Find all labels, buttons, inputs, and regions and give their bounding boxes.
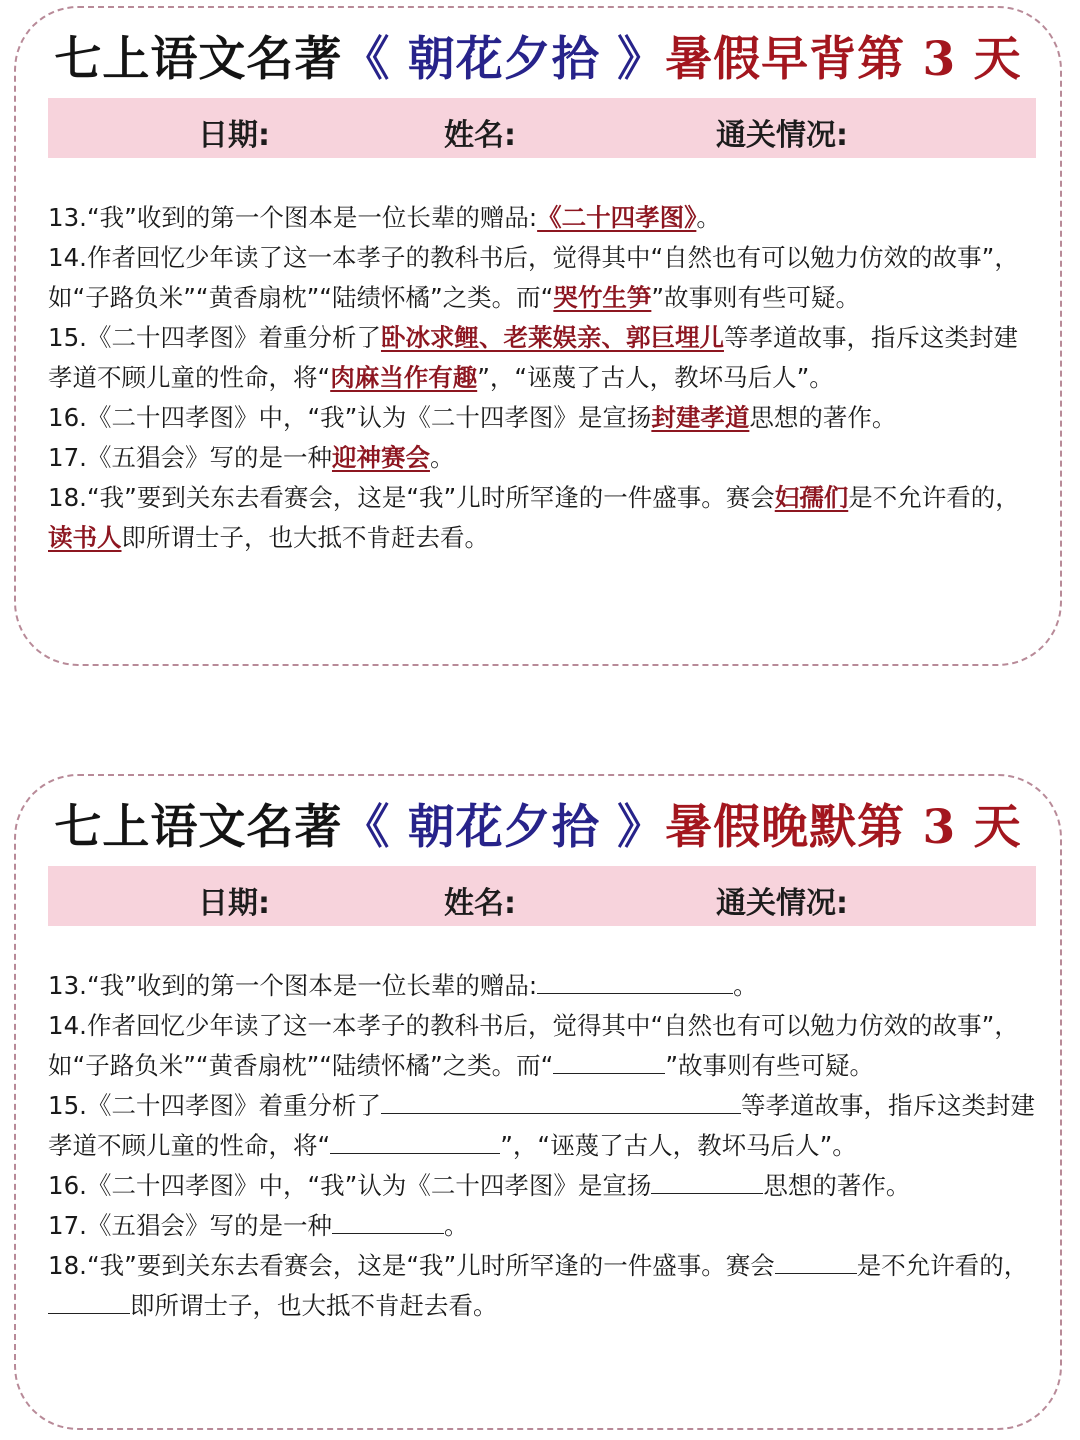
date-label: 日期: (198, 886, 270, 921)
answer-blank[interactable] (381, 1091, 741, 1114)
answer-text: 妇孺们 (774, 483, 849, 512)
question-18 (48, 1246, 1040, 1326)
question-text: ”，“诬蔑了古人，教坏马后人”。 (500, 1131, 857, 1160)
question-text: 即所谓士子，也大抵不肯赶去看。 (121, 523, 489, 552)
question-15 (48, 1086, 1040, 1166)
question-text: 18.“我”要到关东去看赛会，这是“我”儿时所罕逢的一件盛事。赛会 (48, 483, 775, 512)
question-14 (48, 1006, 1040, 1086)
question-text: 16.《二十四孝图》中，“我”认为《二十四孝图》是宣扬 (48, 1171, 652, 1200)
answer-text: 《二十四孝图》 (537, 203, 697, 232)
question-text: 18.“我”要到关东去看赛会，这是“我”儿时所罕逢的一件盛事。赛会 (48, 1251, 775, 1280)
question-text: 是不允许看的， (848, 483, 1020, 512)
name-label: 姓名: (444, 118, 516, 153)
question-13 (48, 198, 1040, 238)
title-book: 《 朝花夕拾 》 (342, 800, 666, 855)
question-16 (48, 1166, 1040, 1206)
question-text: 14.作者回忆少年读了这一本孝子的教科书后，觉得其中“自然也有可以勉力仿效的故事”，如“子路负米”“黄香扇枕”“陆绩怀橘”之类。而“ (48, 1011, 1019, 1080)
answer-blank[interactable] (48, 1291, 130, 1314)
question-14 (48, 238, 1040, 318)
evening-dictation-card (14, 774, 1062, 1430)
question-text: 13.“我”收到的第一个图本是一位长辈的赠品: (48, 971, 538, 1000)
question-text: 16.《二十四孝图》中，“我”认为《二十四孝图》是宣扬 (48, 403, 652, 432)
question-text: 14.作者回忆少年读了这一本孝子的教科书后，觉得其中“自然也有可以勉力仿效的故事”，如“子路负米”“黄香扇枕”“陆绩怀橘”之类。而“ (48, 243, 1019, 312)
answer-blank[interactable] (332, 1211, 444, 1234)
info-bar (48, 98, 1036, 158)
name-label: 姓名: (444, 886, 516, 921)
question-text: 。 (443, 1211, 469, 1240)
question-list (48, 966, 1040, 1326)
title-book: 《 朝花夕拾 》 (342, 32, 666, 87)
answer-blank[interactable] (651, 1171, 763, 1194)
question-15 (48, 318, 1040, 398)
answer-text: 肉麻当作有趣 (330, 363, 478, 392)
answer-text: 读书人 (48, 523, 122, 552)
answer-blank[interactable] (537, 971, 733, 994)
question-text: 。 (733, 971, 758, 1000)
question-17 (48, 438, 1040, 478)
question-text: 17.《五猖会》写的是一种 (48, 443, 332, 472)
question-text: 思想的著作。 (763, 1171, 911, 1200)
answer-blank[interactable] (330, 1131, 500, 1154)
title-subject: 七上语文名著 (54, 800, 343, 855)
pass-status-label: 通关情况: (716, 118, 848, 153)
question-text: ”故事则有些可疑。 (651, 283, 861, 312)
question-text: 等孝道故事，指斥这类封建孝道不顾儿童的性命，将“ (48, 323, 1018, 392)
date-label: 日期: (198, 118, 270, 153)
question-text: 。 (696, 203, 721, 232)
question-text: 15.《二十四孝图》着重分析了 (48, 1091, 381, 1120)
answer-text: 哭竹生笋 (553, 283, 652, 312)
answer-text: 卧冰求鲤、老莱娱亲、郭巨埋儿 (380, 323, 724, 352)
answer-text: 迎神赛会 (331, 443, 430, 472)
answer-blank[interactable] (775, 1251, 857, 1274)
card-title (16, 22, 1060, 89)
title-day: 暑假早背第 3 天 (665, 32, 1022, 87)
question-13 (48, 966, 1040, 1006)
question-text: 等孝道故事，指斥这类封建孝道不顾儿童的性命，将“ (48, 1091, 1035, 1160)
question-text: 是不允许看的， (856, 1251, 1029, 1280)
question-text: ”，“诬蔑了古人，教坏马后人”。 (477, 363, 834, 392)
question-text: 13.“我”收到的第一个图本是一位长辈的赠品: (48, 203, 538, 232)
pass-status-label: 通关情况: (716, 886, 848, 921)
title-day: 暑假晚默第 3 天 (665, 800, 1022, 855)
question-text: 15.《二十四孝图》着重分析了 (48, 323, 381, 352)
card-title (16, 790, 1060, 857)
question-16 (48, 398, 1040, 438)
question-17 (48, 1206, 1040, 1246)
answer-blank[interactable] (553, 1051, 665, 1074)
question-text: 。 (429, 443, 455, 472)
morning-recitation-card (14, 6, 1062, 666)
title-subject: 七上语文名著 (54, 32, 343, 87)
answer-text: 封建孝道 (651, 403, 750, 432)
question-text: ”故事则有些可疑。 (665, 1051, 875, 1080)
info-bar (48, 866, 1036, 926)
question-text: 17.《五猖会》写的是一种 (48, 1211, 332, 1240)
question-text: 即所谓士子，也大抵不肯赶去看。 (130, 1291, 498, 1320)
question-list (48, 198, 1040, 558)
question-18 (48, 478, 1040, 558)
question-text: 思想的著作。 (749, 403, 897, 432)
